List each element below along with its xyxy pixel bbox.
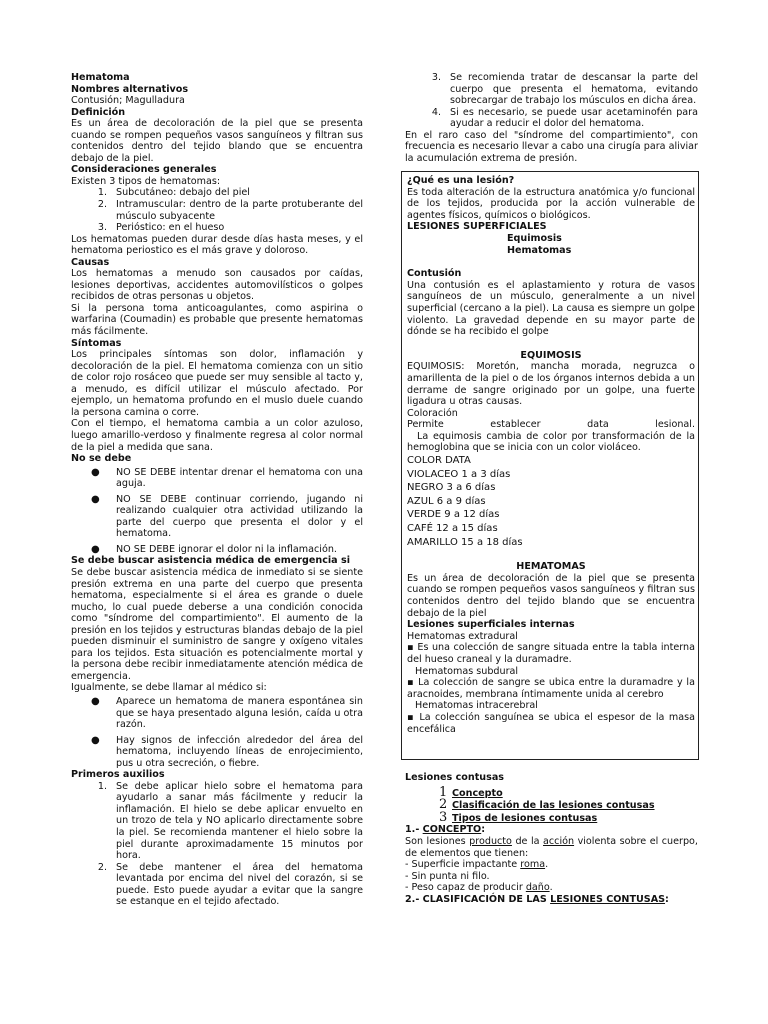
alt-names-text: Contusión; Magulladura	[71, 95, 185, 107]
bullet-icon: ●	[91, 695, 100, 707]
emergency-text: Se debe buscar asistencia médica de inmediato si se siente presión extrema en una parte del cuerpo que presenta hematoma, especialmente si el área es grande o duele mucho, lo cual puede deberse a una condición conocida como "síndrome del compartimiento". El aumento de la presión en los tejidos y estructuras blandas debajo de la piel pueden disminuir el suministro de sangre y oxígeno vitales para los tejidos. Esta situación es potencialmente mortal y la persona debe recibir inmediatamente atención médica de emergencia.	[71, 566, 363, 682]
hematomas-text: Es un área de decoloración de la piel que se presenta cuando se rompen pequeños vasos sanguíneos y filtran sus contenidos dentro del tejido blando que se encuentra debajo de la piel	[407, 572, 695, 619]
definition-heading: Definición	[71, 106, 126, 118]
concept-heading: 1.- CONCEPTO:	[405, 824, 486, 836]
subdural-label: Hematomas subdural	[415, 665, 519, 677]
emergency-heading: Se debe buscar asistencia médica de emergencia si	[71, 555, 350, 567]
bullet-icon: ●	[91, 543, 100, 555]
list-item: 2. Intramuscular: dentro de la parte protuberante del músculo subyacente	[97, 199, 363, 222]
concept-text: Son lesiones producto de la acción violenta sobre el cuerpo, de elementos que tienen:	[405, 835, 698, 859]
list-item: 1. Se debe aplicar hielo sobre el hematoma para ayudarlo a sanar más fácilmente y reducir la inflamación. El hielo se debe aplicar envuelto en un trozo de tela y NO aplicarlo directamente sobre la piel. Se recomienda mantener el hielo sobre la piel durante aproximadamente 15 minutos por hora.	[97, 780, 363, 862]
bullet-icon: ●	[91, 734, 100, 746]
causes-text: Si la persona toma anticoagulantes, como aspirina o warfarina (Coumadin) es probable que presente hematomas más fácilmente.	[71, 302, 363, 338]
list-item: ● NO SE DEBE intentar drenar el hematoma con una aguja.	[71, 467, 363, 490]
lesion-definition: Es toda alteración de la estructura anatómica y/o funcional de los tejidos, producida por la acción vulnerable de agentes físicos, químicos o biológicos.	[407, 186, 695, 221]
doc-title: Hematoma	[71, 72, 130, 83]
contusas-item: 3 Tipos de lesiones contusas	[439, 809, 598, 825]
hematomas-heading: HEMATOMAS	[516, 561, 586, 573]
general-intro: Existen 3 tipos de hematomas:	[71, 175, 221, 187]
right-column	[405, 72, 698, 164]
list-item: ● Hay signos de infección alrededor del área del hematoma, incluyendo líneas de enrojecimiento, pus u otra secreción, o fiebre.	[71, 735, 363, 770]
classification-heading: 2.- CLASIFICACIÓN DE LAS LESIONES CONTUSAS:	[405, 893, 669, 905]
roma-link[interactable]: roma	[520, 859, 546, 871]
left-column	[71, 72, 363, 908]
symptoms-text: Con el tiempo, el hematoma cambia a un color azuloso, luego amarillo-verdoso y finalmente regresa al color normal de la piel a medida que sana.	[71, 418, 363, 453]
list-item: 3. Se recomienda tratar de descansar la parte del cuerpo que presenta el hematoma, evitando sobrecargar de trabajo los músculos en dicha área.	[431, 72, 698, 107]
definition-text: Es un área de decoloración de la piel que se presenta cuando se rompen pequeños vasos sanguíneos y filtran sus contenidos dentro del tejido blando que se encuentra debajo de la piel.	[71, 118, 363, 164]
bullet-icon: ●	[91, 466, 100, 478]
extradural-label: Hematomas extradural	[407, 630, 518, 642]
list-item: 4. Si es necesario, se puede usar acetaminofén para ayudar a reducir el dolor del hematoma.	[431, 106, 698, 130]
intracerebral-label: Hematomas intracerebral	[415, 700, 538, 712]
alt-names-heading: Nombres alternativos	[71, 83, 189, 95]
bullet-icon: ▪	[407, 642, 414, 654]
lesion-question-heading: ¿Qué es una lesión?	[407, 175, 515, 186]
internal-heading: Lesiones superficiales internas	[407, 619, 575, 631]
contusas-item: 2 Clasificación de las lesiones contusas	[439, 797, 655, 813]
contusas-section	[405, 772, 698, 906]
contusas-heading: Lesiones contusas	[405, 772, 505, 783]
color-row: NEGRO 3 a 6 días	[407, 482, 496, 494]
hematoma-types-list	[71, 187, 363, 233]
color-table-header: COLOR DATA	[407, 455, 471, 467]
producto-link[interactable]: producto	[469, 835, 512, 847]
color-row: VIOLACEO 1 a 3 días	[407, 468, 511, 480]
general-heading: Consideraciones generales	[71, 164, 217, 176]
contusion-text: Una contusión es el aplastamiento y rotura de vasos sanguíneos de un músculo, generalmente a un nivel superficial (cercano a la piel). La causa es siempre un golpe violento. La gravedad depende en su mayor parte de dónde se ha recibido el golpe	[407, 279, 695, 338]
extradural-text: ▪ Es una colección de sangre situada entre la tabla interna del hueso craneal y la duramadre.	[407, 642, 696, 665]
list-item: 1. Subcutáneo: debajo del piel	[97, 187, 250, 199]
feature-item: - Peso capaz de producir daño.	[405, 882, 553, 894]
symptoms-text: Los principales síntomas son dolor, inflamación y decoloración de la piel. El hematoma comienza con un sitio de color rojo rosáceo que puede ser muy sensible al tacto y, a menudo, es difícil utilizar el músculo afectado. Por ejemplo, un hematoma profundo en el muslo duele cuando la persona camina o corre.	[71, 349, 363, 418]
first-aid-list-cont	[405, 72, 698, 130]
equimosis-text: EQUIMOSIS: Moretón, mancha morada, negruzca o amarillenta de la piel o de los órganos internos debida a un derrame de sangre originado por un golpe, una fuerte ligadura u otras causas.	[407, 361, 695, 408]
permite-text: Permite establecer data lesional.	[407, 419, 695, 431]
call-doctor-text: Igualmente, se debe llamar al médico si:	[71, 682, 267, 694]
list-item: ● NO SE DEBE ignorar el dolor ni la inflamación.	[71, 544, 363, 556]
lesiones-contusas-link[interactable]: LESIONES CONTUSAS	[550, 893, 666, 905]
equimosis-heading: EQUIMOSIS	[520, 349, 582, 361]
general-text: Los hematomas pueden durar desde días hasta meses, y el hematoma periostico es el más grave y doloroso.	[71, 233, 363, 257]
bullet-icon: ●	[91, 493, 100, 505]
bullet-icon: ▪	[407, 677, 415, 689]
color-table	[407, 454, 695, 549]
compartment-text: En el raro caso del "síndrome del compartimiento", con frecuencia es necesario llevar a cabo una cirugía para aliviar la acumulación extrema de presión.	[405, 129, 698, 164]
list-item: ● NO SE DEBE continuar corriendo, jugando ni realizando cualquier otra actividad utilizando la parte del cuerpo que presenta el dolor y el hematoma.	[71, 494, 363, 540]
color-row: AZUL 6 a 9 días	[407, 495, 486, 507]
coloration-label: Coloración	[407, 407, 458, 419]
subdural-text: ▪ La colección de sangre se ubica entre la duramadre y la aracnoides, membrana íntimamente unida al cerebro	[407, 677, 695, 700]
list-item: ● Aparece un hematoma de manera espontánea sin que se haya presentado alguna lesión, caída u otra razón.	[71, 696, 363, 731]
intracerebral-text: ▪ La colección sanguínea se ubica el espesor de la masa encefálica	[407, 711, 695, 735]
list-item: 3. Perióstico: en el hueso	[97, 222, 225, 234]
color-row: CAFÉ 12 a 15 días	[407, 523, 498, 535]
causes-heading: Causas	[71, 256, 110, 268]
lesion-box	[401, 171, 699, 760]
dont-heading: No se debe	[71, 453, 132, 465]
color-row: AMARILLO 15 a 18 días	[407, 536, 523, 548]
causes-text: Los hematomas a menudo son causados por caídas, lesiones deportivas, accidentes automovilísticos o golpes recibidos de otras personas u objetos.	[71, 268, 363, 303]
equimosis-color-text: La equimosis cambia de color por transformación de la hemoglobina que se inicia con un color violáceo.	[407, 430, 695, 454]
bullet-icon: ▪	[407, 711, 415, 723]
superficial-heading: LESIONES SUPERFICIALES	[407, 221, 547, 233]
dano-link[interactable]: daño	[525, 882, 550, 894]
color-row: VERDE 9 a 12 días	[407, 509, 500, 521]
contusion-heading: Contusión	[407, 268, 462, 280]
accion-link[interactable]: acción	[543, 835, 575, 847]
first-aid-heading: Primeros auxilios	[71, 769, 165, 781]
symptoms-heading: Síntomas	[71, 337, 122, 349]
superficial-item: Equimosis	[507, 232, 562, 244]
feature-item: - Sin punta ni filo.	[405, 870, 490, 882]
call-doctor-list	[71, 696, 363, 769]
feature-item: - Superficie impactante roma.	[405, 859, 549, 871]
list-item: 2. Se debe mantener el área del hematoma levantada por encima del nivel del corazón, si se puede. Esto puede ayudar a evitar que la sangre se estanque en el tejido afectado.	[97, 861, 363, 908]
first-aid-list	[71, 781, 363, 908]
dont-list	[71, 467, 363, 556]
contusas-item: 1 Concepto	[439, 784, 503, 800]
superficial-item: Hematomas	[507, 244, 572, 256]
